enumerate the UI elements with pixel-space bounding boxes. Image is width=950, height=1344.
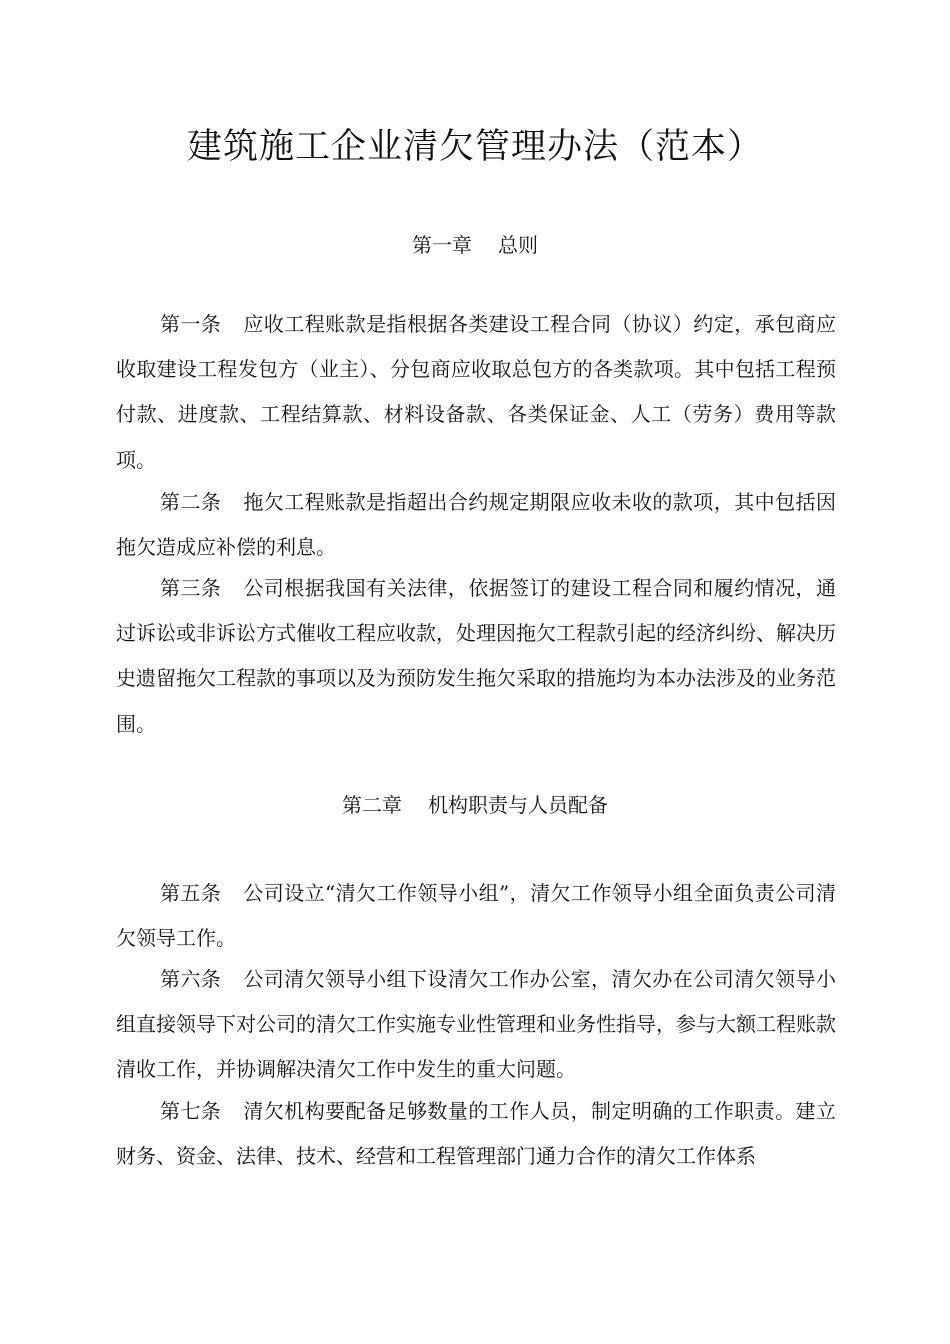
- article-text: 公司设立“清欠工作领导小组”，清欠工作领导小组全面负责公司清欠领导工作。: [116, 881, 837, 951]
- article-label: 第二条: [160, 490, 222, 514]
- article-3: [116, 566, 836, 747]
- article-text: 应收工程账款是指根据各类建设工程合同（协议）约定，承包商应收取建设工程发包方（业主）、分包商应收取总包方的各类款项。其中包括工程预付款、进度款、工程结算款、材料设备款、各类保证金、人工（劳务）费用等款项。: [116, 312, 837, 472]
- article-text: 公司清欠领导小组下设清欠工作办公室，清欠办在公司清欠领导小组直接领导下对公司的清欠工作实施专业性管理和业务性指导，参与大额工程账款清收工作，并协调解决清欠工作中发生的重大问题。: [116, 967, 837, 1082]
- chapter-title: 机构职责与人员配备: [428, 793, 608, 817]
- article-7: [116, 1089, 836, 1179]
- article-label: 第三条: [160, 576, 222, 600]
- article-label: 第五条: [160, 881, 222, 905]
- chapter-heading-1: [0, 230, 950, 260]
- chapter-heading-2: [0, 790, 950, 820]
- article-label: 第六条: [160, 967, 222, 991]
- chapter-label: 第二章: [342, 793, 402, 817]
- article-6: [116, 957, 836, 1093]
- article-5: [116, 871, 836, 961]
- article-text: 拖欠工程账款是指超出合约规定期限应收未收的款项，其中包括因拖欠造成应补偿的利息。: [116, 490, 837, 560]
- article-2: [116, 480, 836, 570]
- article-1: [116, 302, 836, 483]
- chapter-title: 总则: [498, 233, 538, 257]
- article-label: 第一条: [160, 312, 222, 336]
- article-text: 清欠机构要配备足够数量的工作人员，制定明确的工作职责。建立财务、资金、法律、技术、经营和工程管理部门通力合作的清欠工作体系: [116, 1099, 837, 1169]
- article-label: 第七条: [160, 1099, 222, 1123]
- document-title: 建筑施工企业清欠管理办法（范本）: [186, 127, 763, 167]
- chapter-label: 第一章: [412, 233, 472, 257]
- article-text: 公司根据我国有关法律，依据签订的建设工程合同和履约情况，通过诉讼或非诉讼方式催收工程应收款，处理因拖欠工程款引起的经济纠纷、解决历史遗留拖欠工程款的事项以及为预防发生拖欠采取的措施均为本办法涉及的业务范围。: [116, 576, 837, 736]
